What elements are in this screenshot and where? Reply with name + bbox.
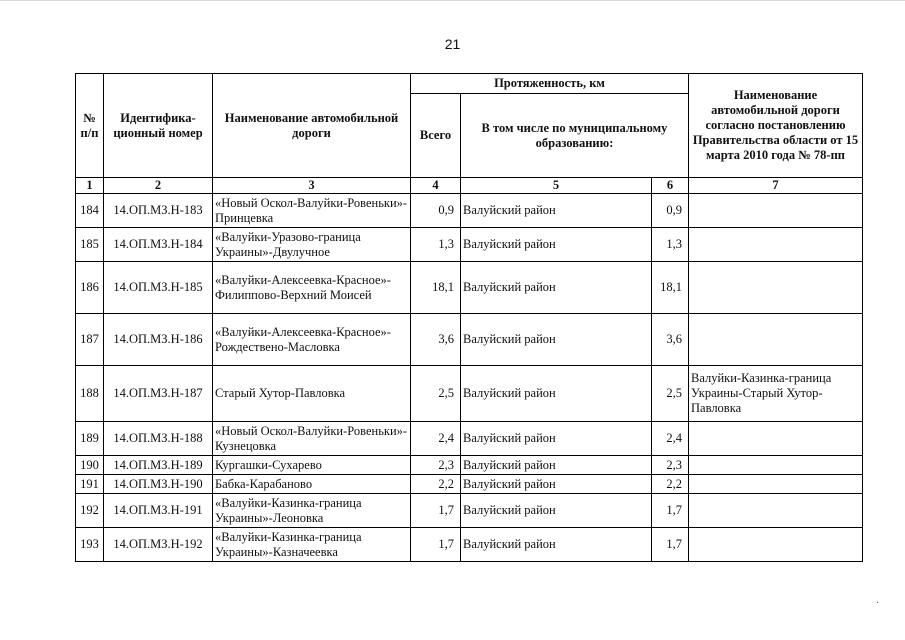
table-row (76, 475, 863, 494)
road-id: 14.ОП.МЗ.Н-192 (104, 528, 213, 562)
table-body (76, 194, 863, 562)
header-total: Всего (411, 94, 461, 178)
road-id: 14.ОП.МЗ.Н-188 (104, 422, 213, 456)
table-row (76, 194, 863, 228)
table-row (76, 528, 863, 562)
row-number: 184 (76, 194, 104, 228)
resolution-road-name (689, 314, 863, 366)
district-name: Валуйский район (461, 314, 652, 366)
page-number: 21 (444, 36, 461, 52)
district-name: Валуйский район (461, 366, 652, 422)
road-id: 14.ОП.МЗ.Н-187 (104, 366, 213, 422)
road-name: «Новый Оскол-Валуйки-Ровеньки»-Принцевка (213, 194, 411, 228)
road-id: 14.ОП.МЗ.Н-191 (104, 494, 213, 528)
row-number: 193 (76, 528, 104, 562)
resolution-road-name (689, 494, 863, 528)
header-length-group: Протяженность, км (411, 74, 689, 94)
resolution-road-name: Валуйки-Казинка-граница Украины-Старый Хутор-Павловка (689, 366, 863, 422)
length-total: 2,4 (411, 422, 461, 456)
row-number: 190 (76, 456, 104, 475)
length-total: 1,3 (411, 228, 461, 262)
col-number: 6 (652, 178, 689, 194)
row-number: 185 (76, 228, 104, 262)
district-length: 1,3 (652, 228, 689, 262)
road-name: «Валуйки-Алексеевка-Красное»-Филиппово-Верхний Моисей (213, 262, 411, 314)
road-name: Кургашки-Сухарево (213, 456, 411, 475)
row-number: 189 (76, 422, 104, 456)
district-name: Валуйский район (461, 456, 652, 475)
district-name: Валуйский район (461, 494, 652, 528)
length-total: 2,2 (411, 475, 461, 494)
district-length: 2,4 (652, 422, 689, 456)
length-total: 0,9 (411, 194, 461, 228)
resolution-road-name (689, 422, 863, 456)
district-name: Валуйский район (461, 475, 652, 494)
district-name: Валуйский район (461, 262, 652, 314)
table-row (76, 366, 863, 422)
col-number: 2 (104, 178, 213, 194)
road-id: 14.ОП.МЗ.Н-184 (104, 228, 213, 262)
header-num: № п/п (76, 74, 104, 178)
col-number: 7 (689, 178, 863, 194)
road-name: «Валуйки-Алексеевка-Красное»-Рождествено-Масловка (213, 314, 411, 366)
road-id: 14.ОП.МЗ.Н-190 (104, 475, 213, 494)
table-row (76, 228, 863, 262)
length-total: 2,5 (411, 366, 461, 422)
table-row (76, 456, 863, 475)
header-name: Наименование автомобильной дороги (213, 74, 411, 178)
resolution-road-name (689, 475, 863, 494)
col-number: 3 (213, 178, 411, 194)
road-name: «Новый Оскол-Валуйки-Ровеньки»-Кузнецовка (213, 422, 411, 456)
table-row (76, 314, 863, 366)
col-number: 5 (461, 178, 652, 194)
road-name: Бабка-Карабаново (213, 475, 411, 494)
length-total: 1,7 (411, 494, 461, 528)
row-number: 192 (76, 494, 104, 528)
table-row (76, 262, 863, 314)
district-name: Валуйский район (461, 528, 652, 562)
road-id: 14.ОП.МЗ.Н-183 (104, 194, 213, 228)
road-id: 14.ОП.МЗ.Н-189 (104, 456, 213, 475)
resolution-road-name (689, 262, 863, 314)
resolution-road-name (689, 194, 863, 228)
row-number: 188 (76, 366, 104, 422)
district-name: Валуйский район (461, 194, 652, 228)
road-name: Старый Хутор-Павловка (213, 366, 411, 422)
road-id: 14.ОП.МЗ.Н-185 (104, 262, 213, 314)
row-number: 186 (76, 262, 104, 314)
road-name: «Валуйки-Уразово-граница Украины»-Двулучное (213, 228, 411, 262)
road-name: «Валуйки-Казинка-граница Украины»-Казначеевка (213, 528, 411, 562)
district-name: Валуйский район (461, 422, 652, 456)
length-total: 2,3 (411, 456, 461, 475)
district-length: 2,2 (652, 475, 689, 494)
resolution-road-name (689, 528, 863, 562)
resolution-road-name (689, 456, 863, 475)
header-resolution: Наименование автомобильной дороги согласно постановлению Правительства области от 15 марта 2010 года № 78-пп (689, 74, 863, 178)
district-length: 2,5 (652, 366, 689, 422)
district-length: 0,9 (652, 194, 689, 228)
roads-table (75, 73, 863, 562)
length-total: 3,6 (411, 314, 461, 366)
district-length: 3,6 (652, 314, 689, 366)
district-length: 18,1 (652, 262, 689, 314)
length-total: 18,1 (411, 262, 461, 314)
row-number: 191 (76, 475, 104, 494)
resolution-road-name (689, 228, 863, 262)
district-length: 1,7 (652, 528, 689, 562)
table-row (76, 494, 863, 528)
road-id: 14.ОП.МЗ.Н-186 (104, 314, 213, 366)
header-municipal: В том числе по муниципальному образованию: (461, 94, 689, 178)
col-number: 1 (76, 178, 104, 194)
column-number-row (76, 178, 863, 194)
header-id: Идентифика-ционный номер (104, 74, 213, 178)
scan-top-edge (0, 0, 905, 3)
road-name: «Валуйки-Казинка-граница Украины»-Леоновка (213, 494, 411, 528)
table-row (76, 422, 863, 456)
length-total: 1,7 (411, 528, 461, 562)
row-number: 187 (76, 314, 104, 366)
district-length: 1,7 (652, 494, 689, 528)
col-number: 4 (411, 178, 461, 194)
district-length: 2,3 (652, 456, 689, 475)
district-name: Валуйский район (461, 228, 652, 262)
scan-speck: · (876, 598, 880, 609)
